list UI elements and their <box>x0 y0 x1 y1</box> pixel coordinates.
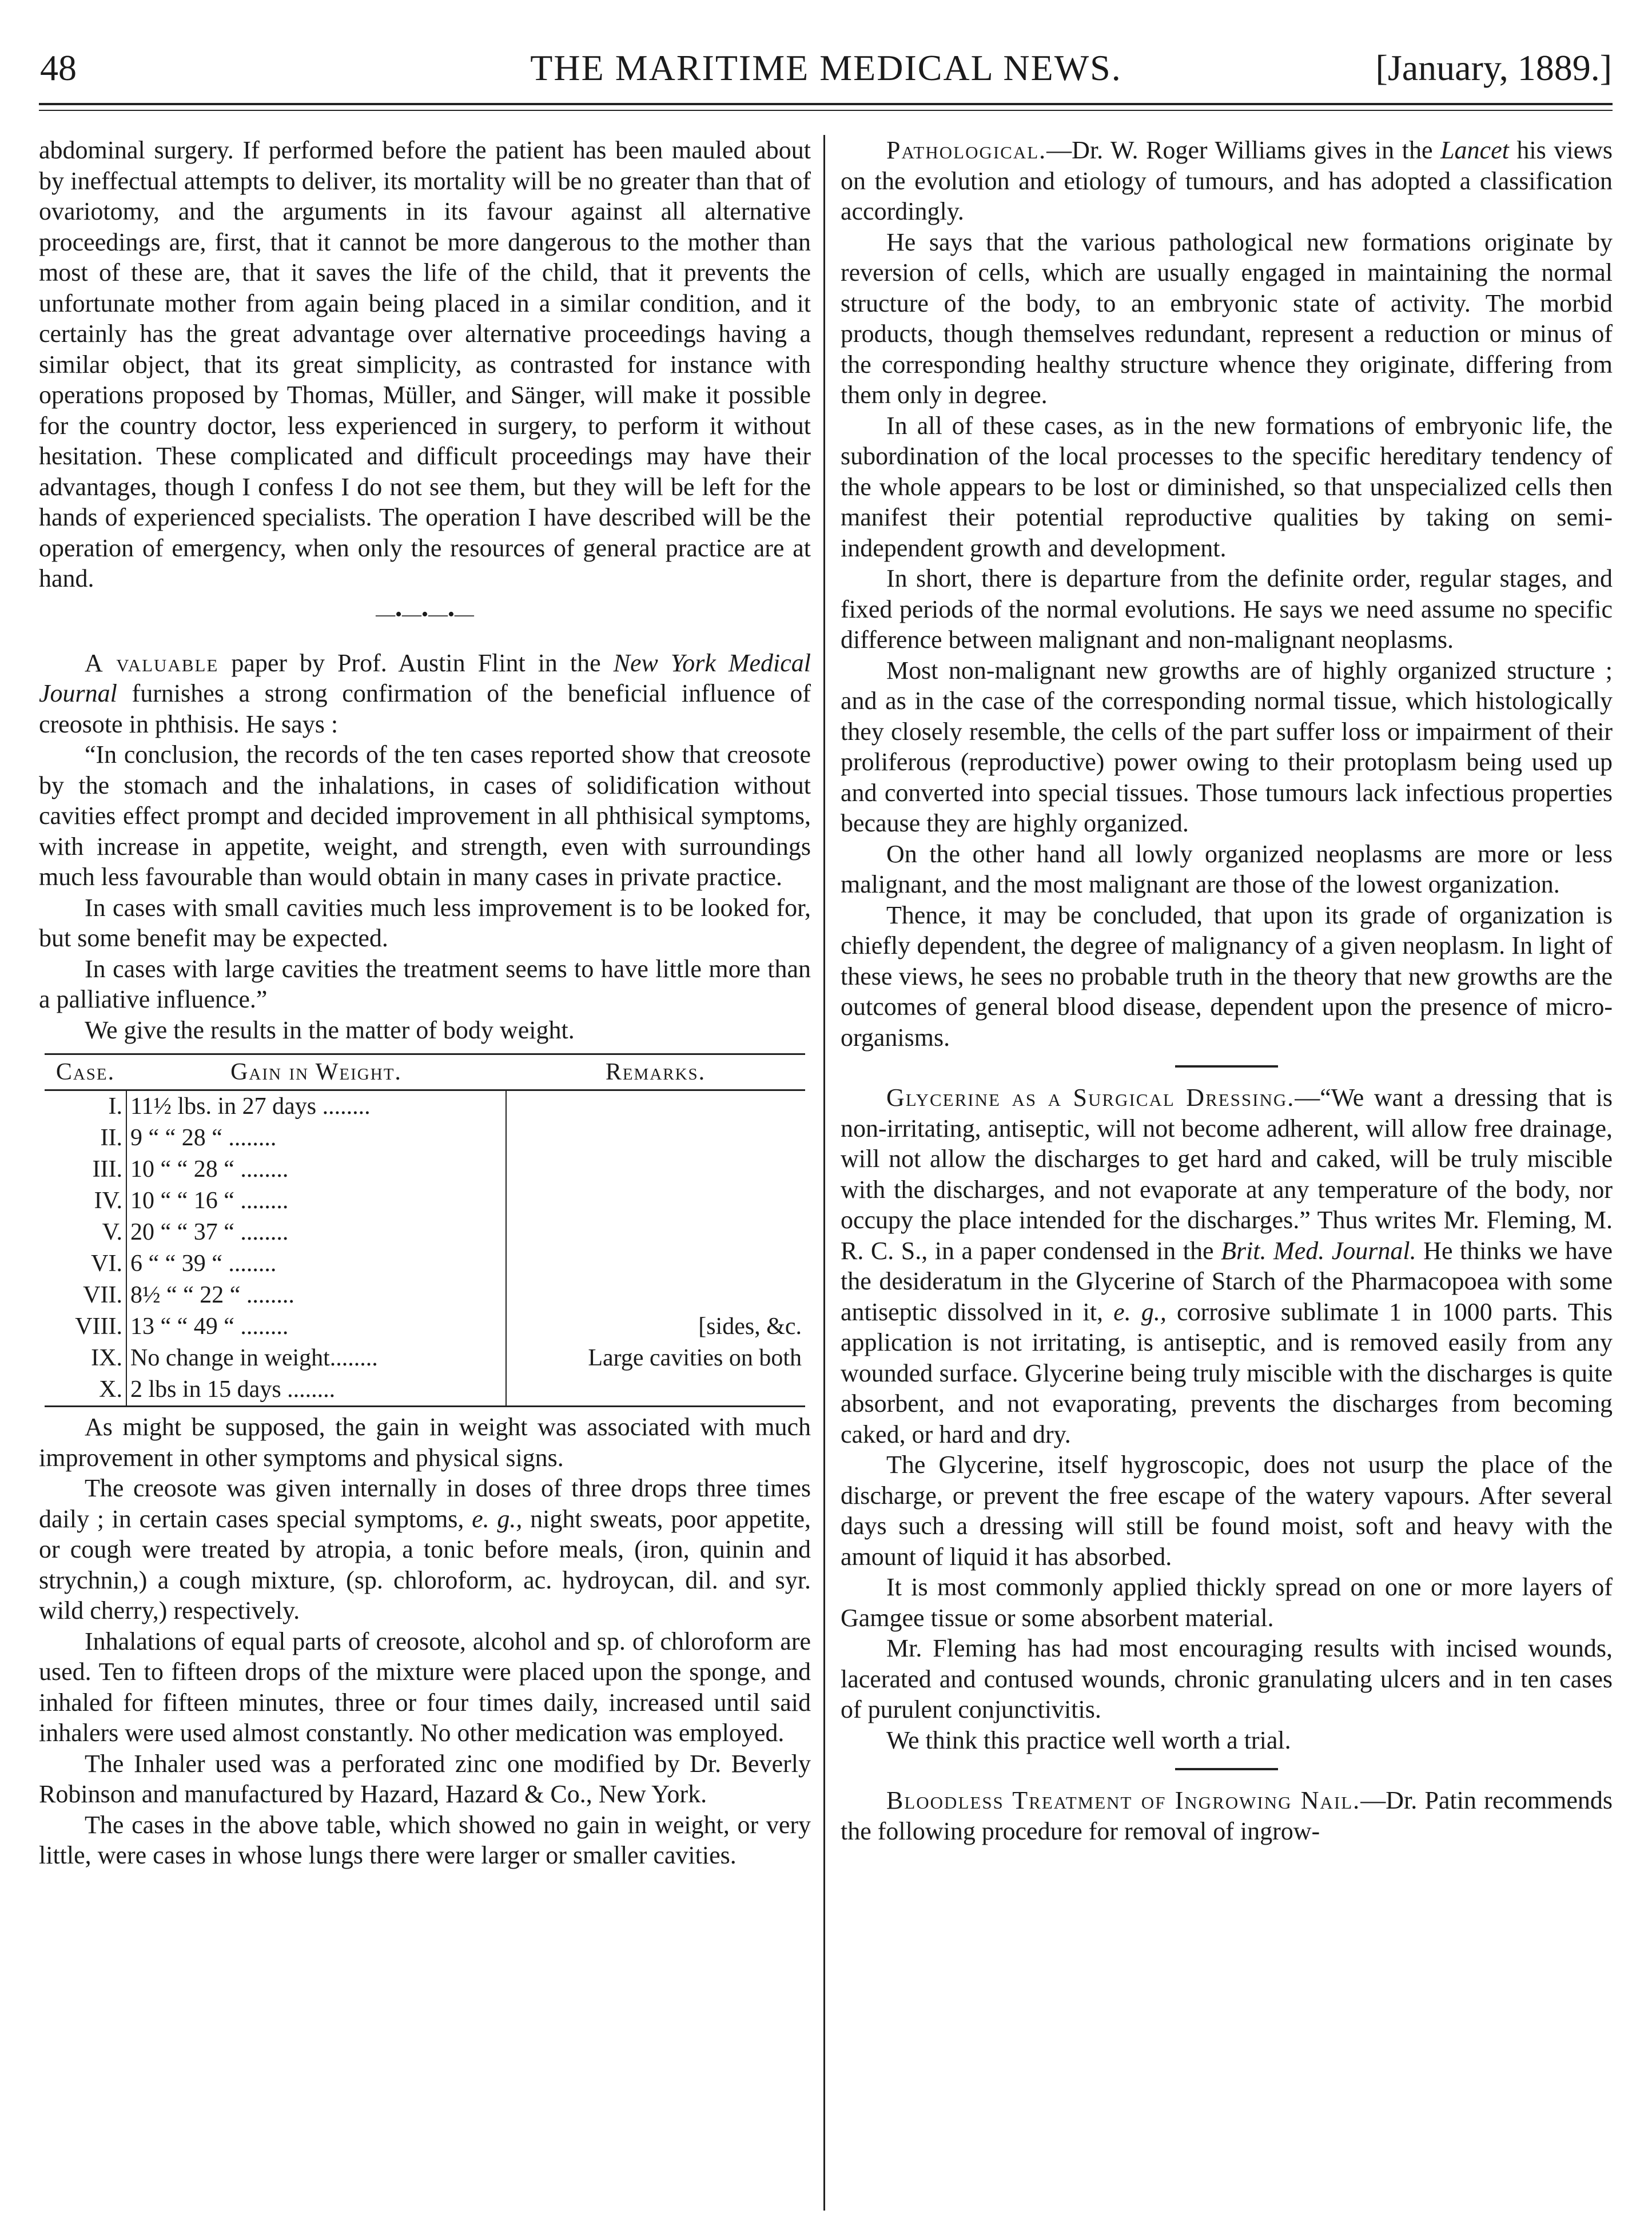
paragraph: The Glycerine, itself hygroscopic, does not usurp the place of the discharge, or prevent the free escape of the watery vapours. After several days such a dressing will still be found moist, soft and heavy with the amount of liquid it has absorbed. <box>841 1451 1613 1571</box>
table-header-row <box>45 1054 805 1090</box>
table-row: I. 11½ lbs. in 27 days ........ <box>45 1090 805 1123</box>
paragraph: Inhalations of equal parts of creosote, alcohol and sp. of chloroform are used. Ten to fifteen drops of the mixture were placed upon the sponge, and inhaled for fifteen minutes, three or four times daily, increased until said inhalers were used almost constantly. No other medication was employed. <box>39 1627 811 1747</box>
paragraph: The cases in the above table, which showed no gain in weight, or very little, were cases in whose lungs there were larger or smaller cavities. <box>39 1810 811 1869</box>
glycerine-intro: Glycerine as a Surgical Dressing.—“We want a dressing that is non-irritating, antiseptic, will not become adherent, will allow free drainage, will not allow the discharges to get hard and caked, will be truly miscible with the discharges, and not evaporate at any temperature of the body, nor occupy the place intended for the discharges.” Thus writes Mr. Fleming, M. R. C. S., in a paper condensed in the Brit. Med. Journal. He thinks we have the desideratum in the Glycerine of Starch of the Pharmacopoea with some antiseptic dissolved in it, e. g., corrosive sublimate 1 in 1000 parts. This application is not irritating, is antiseptic, and is removed easily from any wounded surface. Glycerine being truly miscible with the discharges is quite absorbent, and not evaporating, prevents the discharges from becoming caked, or hard and dry. <box>841 1084 1613 1448</box>
page-number: 48 <box>40 47 77 88</box>
paragraph: On the other hand all lowly organized neoplasms are more or less malignant, and the most malignant are those of the lowest organization. <box>841 839 1613 898</box>
paragraph: The creosote was given internally in doses of three drops three times daily ; in certain cases special symptoms, e. g., night sweats, poor appetite, or cough were treated by atropia, a tonic before meals, (iron, quinin and strychnin,) a cough mixture, (sp. chloroform, ac. hydroycan, dil. and syr. wild cherry,) respectively. <box>39 1474 811 1624</box>
section-ornament: —•—•—•— <box>376 603 474 625</box>
paragraph: The Inhaler used was a perforated zinc one modified by Dr. Beverly Robinson and manufactured by Hazard, Hazard & Co., New York. <box>39 1749 811 1808</box>
section-divider <box>1175 1065 1278 1068</box>
table-row: IV. 10 “ “ 16 “ ........ <box>45 1185 805 1217</box>
paragraph: In short, there is departure from the definite order, regular stages, and fixed periods of the normal evolutions. He says we need assume no specific difference between malignant and non-malignant neoplasms. <box>841 564 1613 654</box>
column-header: Case. <box>45 1054 126 1090</box>
ingrowing-nail-intro: Bloodless Treatment of Ingrowing Nail.—Dr. Patin recommends the following procedure for removal of ingrow- <box>841 1786 1613 1845</box>
pathological-intro: Pathological.—Dr. W. Roger Williams gives in the Lancet his views on the evolution and etiology of tumours, and has adopted a classification accordingly. <box>841 136 1613 225</box>
header-rule-bottom <box>39 110 1613 111</box>
paragraph: Mr. Fleming has had most encouraging results with incised wounds, lacerated and contused wounds, chronic granulating ulcers and in ten cases of purulent conjunctivitis. <box>841 1634 1613 1723</box>
paragraph: Most non-malignant new growths are of highly organized structure ; and as in the case of the corresponding normal tissue, which histologically they closely resemble, the cells of the part suffer loss or impairment of their proliferous (reproductive) power owing to their protoplasm being used up and converted into special tissues. Those tumours lack infectious properties because they are highly organized. <box>841 656 1613 837</box>
section-divider <box>1175 1768 1278 1770</box>
paragraph: In cases with small cavities much less improvement is to be looked for, but some benefit may be expected. <box>39 893 811 952</box>
paragraph: We give the results in the matter of body weight. <box>85 1016 575 1044</box>
paragraph: “In conclusion, the records of the ten cases reported show that creosote by the stomach and the inhalations, in cases of solidification without cavities effect prompt and decided improvement in all phthisical symptoms, with increase in appetite, weight, and strength, even with surroundings much less favourable than would obtain in many cases in private practice. <box>39 740 811 891</box>
paragraph: In all of these cases, as in the new formations of embryonic life, the subordination of the local processes to the specific hereditary tendency of the whole appears to be lost or diminished, so that unspecialized cells then manifest their potential reproductive qualities by taking on semi-independent growth and development. <box>841 411 1613 562</box>
table-row: X. 2 lbs in 15 days ........ <box>45 1374 805 1407</box>
paragraph: He says that the various pathological new formations originate by reversion of cells, which are usually engaged in maintaining the normal structure of the body, to an embryonic state of activity. The morbid products, though themselves redundant, represent a reduction or minus of the corresponding healthy structure whence they originate, differing from them only in degree. <box>841 228 1613 409</box>
header-rule-top <box>39 103 1613 105</box>
table-row: VI. 6 “ “ 39 “ ........ <box>45 1248 805 1280</box>
issue-date: [January, 1889.] <box>1375 47 1612 88</box>
table-row: IX. No change in weight........ Large cavities on both <box>45 1343 805 1374</box>
paragraph: As might be supposed, the gain in weight was associated with much improvement in other symptoms and physical signs. <box>39 1413 811 1472</box>
table-row: VIII. 13 “ “ 49 “ ........ [sides, &c. <box>45 1311 805 1343</box>
table-row: V. 20 “ “ 37 “ ........ <box>45 1217 805 1248</box>
paragraph: It is most commonly applied thickly spread on one or more layers of Gamgee tissue or some absorbent material. <box>841 1573 1613 1632</box>
left-column <box>39 135 811 1871</box>
table-row: VII. 8½ “ “ 22 “ ........ <box>45 1280 805 1311</box>
journal-title: THE MARITIME MEDICAL NEWS. <box>530 47 1122 88</box>
paragraph: In cases with large cavities the treatment seems to have little more than a palliative influence.” <box>39 954 811 1013</box>
running-header <box>0 26 1652 101</box>
weight-table <box>45 1053 805 1407</box>
paragraph: Thence, it may be concluded, that upon its grade of organization is chiefly dependent, the degree of malignancy of a given neoplasm. In light of these views, he sees no probable truth in the theory that new growths are the outcomes of general blood disease, dependent upon the presence of micro-organisms. <box>841 901 1613 1052</box>
right-column <box>841 135 1613 1846</box>
paragraph: abdominal surgery. If performed before the patient has been mauled about by ineffectual attempts to deliver, its mortality will be no greater than that of ovariotomy, and the arguments in its favour against all alternative proceedings are, first, that it cannot be more dangerous to the mother than most of these are, that it saves the life of the child, that it prevents the unfortunate mother from again being placed in a similar condition, and it certainly has the great advantage over alternative proceedings having a similar object, that its great simplicity, as contrasted for instance with operations proposed by Thomas, Müller, and Sänger, will make it possible for the country doctor, less experienced in surgery, to perform it without hesitation. These complicated and difficult proceedings may have their advantages, though I confess I do not see them, but they will be left for the hands of experienced specialists. The operation I have described will be the operation of emergency, when only the resources of general practice are at hand. <box>39 136 811 592</box>
paragraph: We think this practice well worth a trial. <box>886 1726 1291 1754</box>
flint-intro: A valuable paper by Prof. Austin Flint in the New York Medical Journal furnishes a strong confirmation of the beneficial influence of creosote in phthisis. He says : <box>39 648 811 738</box>
table-row: III. 10 “ “ 28 “ ........ <box>45 1154 805 1185</box>
column-header: Gain in Weight. <box>126 1054 506 1090</box>
table-row: II. 9 “ “ 28 “ ........ <box>45 1122 805 1154</box>
column-header: Remarks. <box>506 1054 805 1090</box>
column-divider <box>823 135 825 2211</box>
